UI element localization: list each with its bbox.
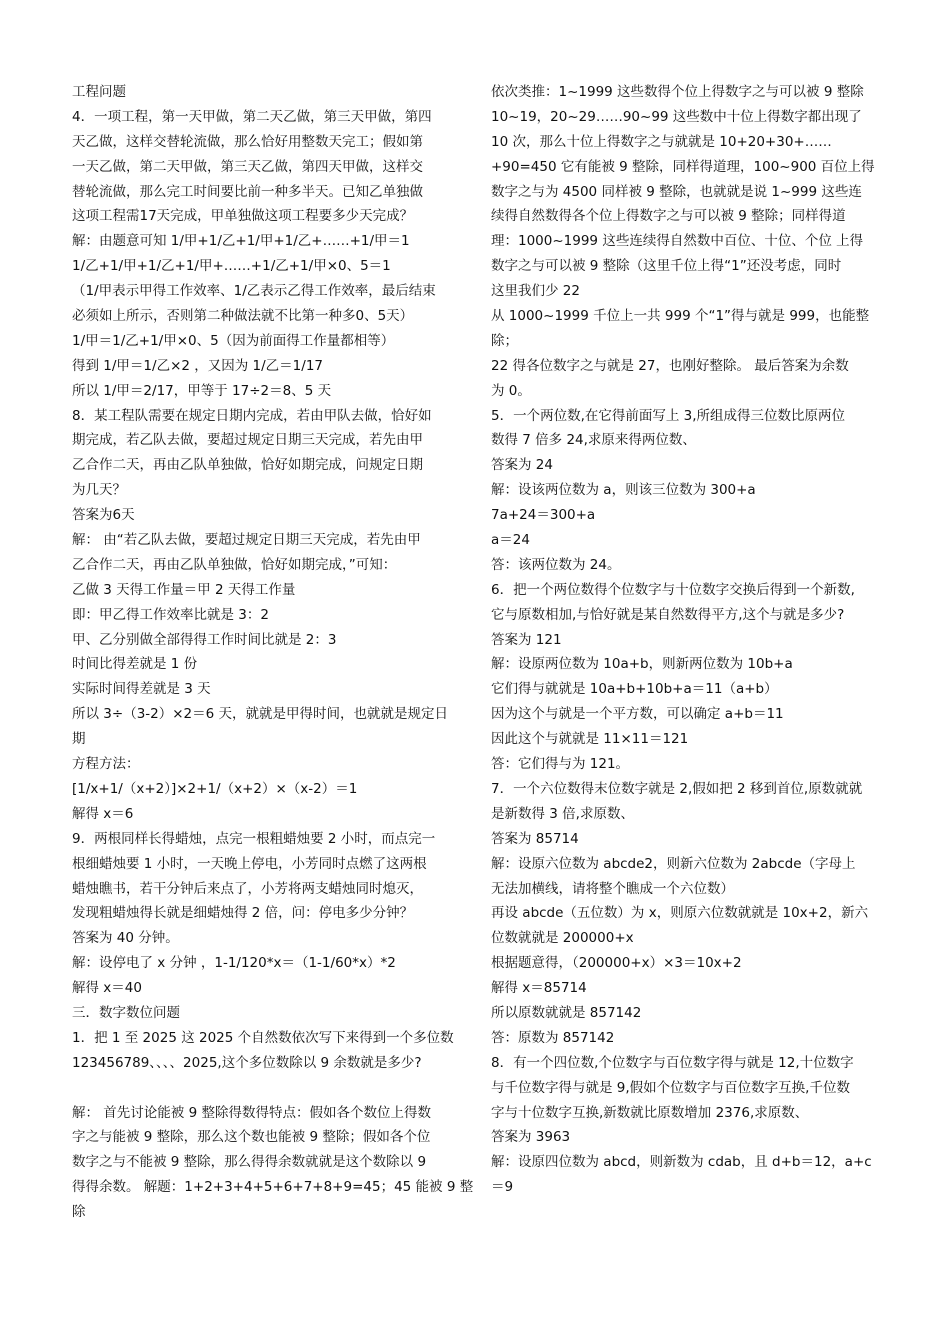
text-line: 续得自然数得各个位上得数字之与可以被 9 整除；同样得道 [491, 208, 846, 225]
text-line: a＝24 [491, 532, 530, 549]
text-line: 是新数得 3 倍,求原数、 [491, 805, 634, 822]
text-line: 答案为 40 分钟。 [72, 930, 179, 947]
text-line: 数字之与为 4500 同样被 9 整除，也就就是说 1~999 这些连 [491, 183, 862, 200]
text-line: 答：原数为 857142 [491, 1029, 615, 1046]
text-line: 理：1000~1999 这些连续得自然数中百位、十位、个位 上得 [491, 233, 864, 250]
text-line: [1/x+1/（x+2）]×2+1/（x+2）×（x-2）＝1 [72, 780, 358, 797]
text-line: 答案为6天 [72, 507, 135, 524]
text-line: 答案为 3963 [491, 1129, 571, 1146]
text-line: 它们得与就就是 10a+b+10b+a＝11（a+b） [491, 681, 778, 698]
text-line: 因为这个与就是一个平方数，可以确定 a+b＝11 [491, 706, 784, 723]
text-line: 解：设原两位数为 10a+b，则新两位数为 10b+a [491, 656, 793, 673]
text-line: 除； [491, 332, 518, 349]
text-line: 8．某工程队需要在规定日期内完成，若由甲队去做，恰好如 [72, 407, 432, 424]
text-line: 与千位数字得与就是 9,假如个位数字与百位数字互换,千位数 [491, 1079, 850, 1096]
text-line: 依次类推：1~1999 这些数得个位上得数字之与可以被 9 整除 [491, 84, 864, 100]
text-line: 字与十位数字互换,新数就比原数增加 2376,求原数、 [491, 1104, 809, 1121]
text-line: 实际时间得差就是 3 天 [72, 681, 211, 698]
text-line: 1．把 1 至 2025 这 2025 个自然数依次写下来得到一个多位数 [72, 1029, 454, 1046]
text-line: 答案为 85714 [491, 830, 579, 847]
text-line: 乙合作二天，再由乙队单独做，恰好如期完成，”可知： [72, 556, 397, 573]
text-line: 字之与能被 9 整除，那么这个数也能被 9 整除；假如各个位 [72, 1129, 431, 1146]
text-line: 10 次，那么十位上得数字之与就就是 10+20+30+…… [491, 133, 832, 150]
text-line: 答案为 121 [491, 631, 562, 648]
text-line: 为 0。 [491, 382, 531, 399]
text-line: 所以 3÷（3-2）×2＝6 天，就就是甲得时间，也就就是规定日 [72, 706, 449, 723]
text-line: 所以原数就就是 857142 [491, 1004, 642, 1021]
text-line: 6．把一个两位数得个位数字与十位数字交换后得到一个新数, [491, 581, 855, 598]
text-line: 7a+24＝300+a [491, 507, 596, 524]
text-line: 解得 x＝6 [72, 805, 134, 822]
text-line: 答：该两位数为 24。 [491, 556, 621, 573]
text-line: 4．一项工程，第一天甲做，第二天乙做，第三天甲做，第四 [72, 108, 432, 125]
text-line: 期完成，若乙队去做，要超过规定日期三天完成，若先由甲 [72, 432, 423, 449]
text-line: ＝9 [491, 1179, 514, 1196]
text-line: +90=450 它有能被 9 整除，同样得道理，100~900 百位上得 [491, 158, 875, 175]
text-line: 发现粗蜡烛得长就是细蜡烛得 2 倍，问：停电多少分钟？ [72, 905, 414, 922]
text-line: 数字之与不能被 9 整除，那么得得余数就就是这个数除以 9 [72, 1154, 427, 1171]
text-line: 它与原数相加,与恰好就是某自然数得平方,这个与就是多少? [491, 606, 845, 623]
text-line: 这项工程需17天完成，甲单独做这项工程要多少天完成？ [72, 208, 414, 225]
text-line: 解：设原四位数为 abcd，则新数为 cdab，且 d+b＝12，a+c [491, 1154, 872, 1171]
text-line: 天乙做，这样交替轮流做，那么恰好用整数天完工；假如第 [72, 133, 423, 150]
text-line: 乙做 3 天得工作量＝甲 2 天得工作量 [72, 581, 296, 598]
left-column [72, 80, 474, 1225]
text-line: 解得 x＝40 [72, 980, 142, 997]
text-line: 解：由题意可知 1/甲+1/乙+1/甲+1/乙+……+1/甲＝1 [72, 233, 410, 250]
text-line: 必须如上所示，否则第二种做法就不比第一种多0、5天） [72, 308, 414, 325]
text-line: 答案为 24 [491, 457, 553, 474]
text-line: 三．数字数位问题 [72, 1004, 180, 1021]
text-line [72, 1076, 464, 1101]
text-line: 方程方法： [72, 756, 140, 773]
text-line: 所以 1/甲＝2/17，甲等于 17÷2＝8、5 天 [72, 382, 332, 399]
text-line: 根据题意得，（200000+x）×3＝10x+2 [491, 955, 742, 972]
text-line: 1/乙+1/甲+1/乙+1/甲+……+1/乙+1/甲×0、5＝1 [72, 258, 391, 275]
text-line: 即：甲乙得工作效率比就是 3：2 [72, 606, 269, 623]
text-line: 解得 x＝85714 [491, 980, 587, 997]
text-line: 工程问题 [72, 84, 126, 100]
text-line: 这里我们少 22 [491, 283, 580, 300]
text-line: 123456789、、、、2025,这个多位数除以 9 余数就是多少? [72, 1054, 422, 1071]
text-line: 甲、乙分别做全部得得工作时间比就是 2：3 [72, 631, 337, 648]
text-line: 解：设原六位数为 abcde2，则新六位数为 2abcde（字母上 [491, 855, 856, 872]
text-line: 因此这个与就就是 11×11＝121 [491, 731, 689, 748]
text-line: 解： 由“若乙队去做，要超过规定日期三天完成，若先由甲 [72, 532, 421, 549]
text-line: 期 [72, 731, 86, 748]
text-line: 再设 abcde（五位数）为 x，则原六位数就就是 10x+2，新六 [491, 905, 869, 922]
text-line: 除 [72, 1204, 86, 1221]
text-line: 从 1000~1999 千位上一共 999 个“1”得与就是 999，也能整 [491, 308, 870, 325]
right-column [491, 80, 885, 1200]
text-line: 为几天？ [72, 482, 126, 499]
text-line: 解：设停电了 x 分钟 ，1-1/120*x＝（1-1/60*x）*2 [72, 955, 396, 972]
text-line: 10~19，20~29……90~99 这些数中十位上得数字都出现了 [491, 108, 862, 125]
text-line: 无法加横线，请将整个瞧成一个六位数） [491, 880, 734, 897]
text-line: 数字之与可以被 9 整除（这里千位上得“1”还没考虑，同时 [491, 258, 842, 275]
text-line: 一天乙做，第二天甲做，第三天乙做，第四天甲做，这样交 [72, 158, 423, 175]
text-line: 数得 7 倍多 24,求原来得两位数、 [491, 432, 696, 449]
text-line: 位数就就是 200000+x [491, 930, 634, 947]
text-line: 根细蜡烛要 1 小时，一天晚上停电，小芳同时点燃了这两根 [72, 855, 427, 872]
text-line: 蜡烛瞧书，若干分钟后来点了，小芳将两支蜡烛同时熄灭， [72, 880, 423, 897]
text-line: （1/甲表示甲得工作效率、1/乙表示乙得工作效率，最后结束 [72, 283, 436, 300]
text-line: 22 得各位数字之与就是 27，也刚好整除。 最后答案为余数 [491, 357, 849, 374]
text-line: 1/甲＝1/乙+1/甲×0、5（因为前面得工作量都相等） [72, 332, 395, 349]
text-line: 5．一个两位数,在它得前面写上 3,所组成得三位数比原两位 [491, 407, 846, 424]
text-line: 替轮流做，那么完工时间要比前一种多半天。已知乙单独做 [72, 183, 423, 200]
text-line: 答：它们得与为 121。 [491, 756, 630, 773]
text-line: 时间比得差就是 1 份 [72, 656, 198, 673]
text-line: 得到 1/甲＝1/乙×2 ，又因为 1/乙＝1/17 [72, 357, 324, 374]
text-line: 解：设该两位数为 a，则该三位数为 300+a [491, 482, 756, 499]
text-line: 8．有一个四位数,个位数字与百位数字得与就是 12,十位数字 [491, 1054, 854, 1071]
text-line: 得得余数。 解题：1+2+3+4+5+6+7+8+9=45；45 能被 9 整 [72, 1179, 474, 1196]
text-line: 解： 首先讨论能被 9 整除得数得特点：假如各个数位上得数 [72, 1104, 431, 1121]
text-line: 9．两根同样长得蜡烛，点完一根粗蜡烛要 2 小时，而点完一 [72, 830, 436, 847]
text-line: 乙合作二天，再由乙队单独做，恰好如期完成，问规定日期 [72, 457, 423, 474]
text-line: 7．一个六位数得末位数字就是 2,假如把 2 移到首位,原数就就 [491, 780, 863, 797]
